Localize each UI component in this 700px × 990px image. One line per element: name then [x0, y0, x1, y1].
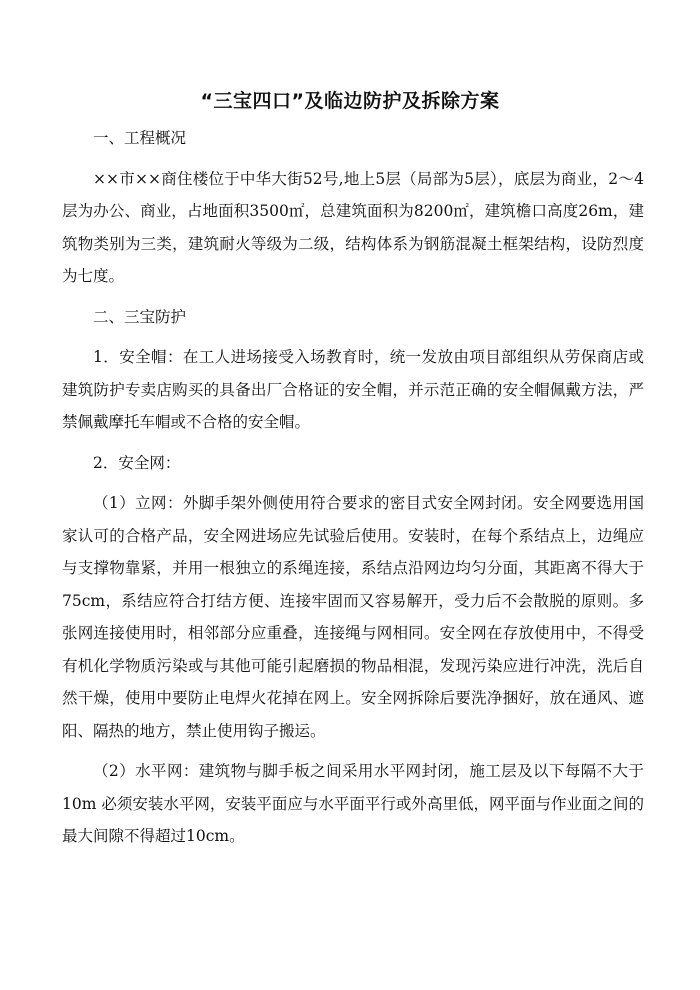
- document-title: “三宝四口”及临边防护及拆除方案: [200, 90, 500, 112]
- section-heading-three-treasures: 二、三宝防护: [93, 307, 187, 326]
- section-heading-overview: 一、工程概况: [93, 129, 187, 147]
- overview-paragraph: ××市××商住楼位于中华大街52号,地上5层（局部为5层），底层为商业，2～4层为办公、商业，占地面积3500㎡，总建筑面积为8200㎡，建筑檐口高度26m，建筑物类别为三类，建筑耐火等级为二级，结构体系为钢筋混凝土框架结构，设防烈度为七度。: [62, 169, 644, 285]
- document-body: [62, 120, 644, 853]
- horizontal-net-paragraph: （2）水平网：建筑物与脚手板之间采用水平网封闭，施工层及以下每隔不大于10m 必须安装水平网，安装平面应与水平面平行或外高里低，网平面与作业面之间的最大间隙不得超过10cm。: [62, 762, 644, 845]
- safety-net-heading: 2．安全网：: [93, 453, 181, 472]
- vertical-net-paragraph: （1）立网：外脚手架外侧使用符合要求的密目式安全网封闭。安全网要选用国家认可的合格产品，安全网进场应先试验后使用。安装时，在每个系结点上，边绳应与支撑物靠紧，并用一根独立的系绳连接，系结点沿网边均匀分面，其距离不得大于75cm，系结应符合打结方便、连接牢固而又容易解开，受力后不会散脱的原则。多张网连接使用时，相邻部分应重叠，连接绳与网相同。安全网在存放使用中，不得受有机化学物质污染或与其他可能引起磨损的物品相混，发现污染应进行冲洗，洗后自然干燥，使用中要防止电焊火花掉在网上。安全网拆除后要洗净捆好，放在通风、遮阳、隔热的地方，禁止使用钩子搬运。: [62, 494, 644, 740]
- safety-helmet-paragraph: 1．安全帽：在工人进场接受入场教育时，统一发放由项目部组织从劳保商店或建筑防护专卖店购买的具备出厂合格证的安全帽，并示范正确的安全帽佩戴方法，严禁佩戴摩托车帽或不合格的安全帽。: [62, 348, 644, 431]
